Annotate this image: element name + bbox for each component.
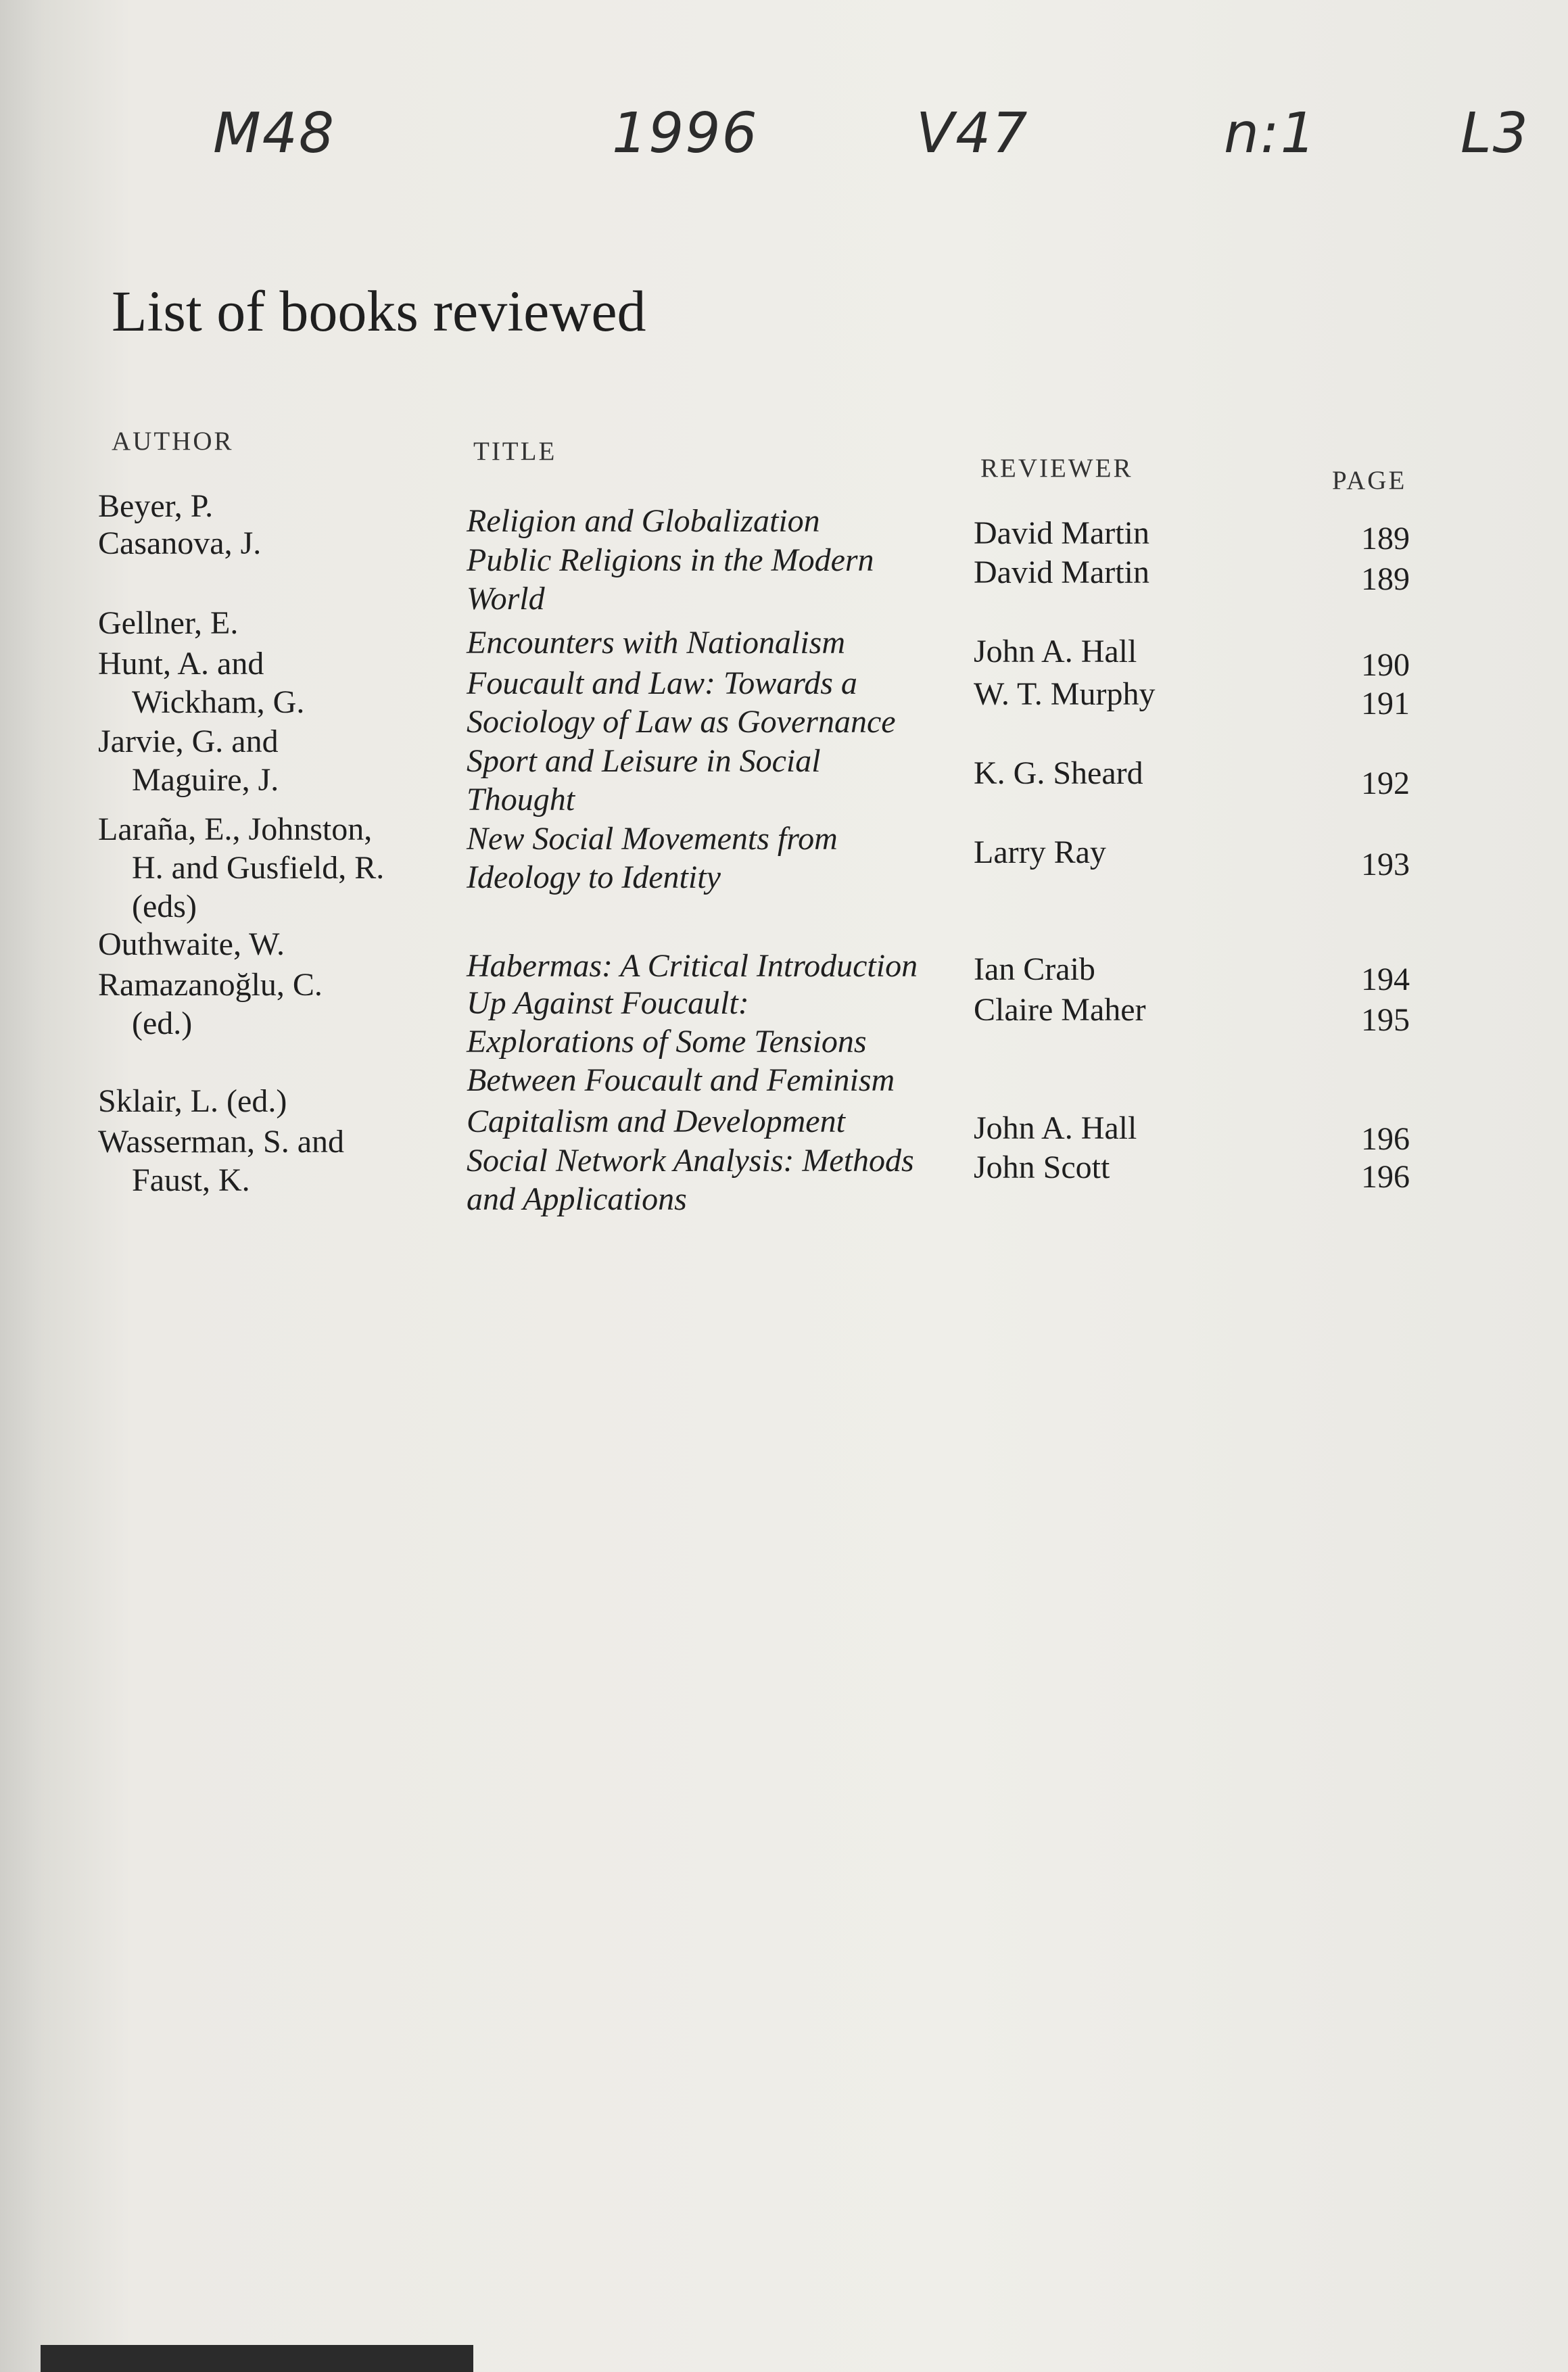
reviewer-cell: Ian Craib — [974, 951, 1095, 987]
title-line: Religion and Globalization — [467, 503, 820, 539]
title-line: Habermas: A Critical Introduction — [467, 948, 918, 984]
page-title: List of books reviewed — [112, 279, 646, 343]
title-line: and Applications — [467, 1181, 687, 1217]
page-number-cell: 196 — [1361, 1121, 1410, 1157]
title-cell — [467, 984, 895, 1099]
author-cell — [98, 487, 213, 525]
title-line: Thought — [467, 782, 575, 817]
author-line: H. and Gusfield, R. — [132, 850, 385, 886]
title-line: Foucault and Law: Towards a — [467, 665, 857, 701]
author-cell — [98, 966, 323, 1043]
column-header-page: PAGE — [1332, 466, 1407, 495]
title-line: New Social Movements from — [467, 821, 838, 857]
column-header-author: AUTHOR — [112, 427, 234, 456]
handwritten-annotation: L3 — [1460, 101, 1529, 166]
author-line: Faust, K. — [132, 1162, 250, 1198]
handwritten-annotation: M48 — [213, 101, 336, 166]
author-cell — [98, 524, 261, 563]
reviewer-cell: K. G. Sheard — [974, 755, 1143, 791]
reviewer-cell: W. T. Murphy — [974, 676, 1156, 712]
reviewer-cell: Larry Ray — [974, 834, 1106, 870]
reviewer-cell: John A. Hall — [974, 634, 1137, 669]
author-cell — [98, 644, 304, 721]
handwritten-annotation: V47 — [916, 101, 1029, 166]
author-line: (ed.) — [132, 1005, 193, 1041]
author-cell — [98, 1122, 344, 1200]
author-line: Hunt, A. and — [98, 646, 264, 682]
title-cell — [467, 947, 918, 985]
author-line: Wasserman, S. and — [98, 1124, 345, 1160]
author-line: Gellner, E. — [98, 605, 239, 641]
author-cell — [98, 604, 238, 642]
page-number-cell: 189 — [1361, 561, 1410, 597]
title-line: Capitalism and Development — [467, 1104, 845, 1139]
author-line: Outhwaite, W. — [98, 926, 285, 962]
title-line: Sport and Leisure in Social — [467, 743, 821, 779]
author-line: Sklair, L. (ed.) — [98, 1083, 287, 1119]
author-line: Casanova, J. — [98, 525, 262, 561]
page-number-cell: 192 — [1361, 765, 1410, 801]
author-line: Beyer, P. — [98, 488, 214, 524]
title-line: Up Against Foucault: — [467, 985, 749, 1021]
title-cell — [467, 1141, 914, 1218]
title-cell — [467, 664, 896, 741]
author-line: Laraña, E., Johnston, — [98, 811, 373, 847]
title-cell — [467, 1102, 845, 1141]
reviewer-cell: John A. Hall — [974, 1110, 1137, 1146]
title-cell — [467, 541, 874, 618]
title-cell — [467, 623, 845, 662]
title-line: Public Religions in the Modern — [467, 542, 874, 578]
title-line: Explorations of Some Tensions — [467, 1024, 867, 1060]
author-line: Ramazanoğlu, C. — [98, 967, 323, 1003]
page-number-cell: 189 — [1361, 521, 1410, 556]
column-header-title: TITLE — [473, 437, 557, 466]
title-line: Sociology of Law as Governance — [467, 704, 896, 740]
author-cell — [98, 925, 285, 964]
page-bottom-edge — [41, 2345, 473, 2372]
page-number-cell: 195 — [1361, 1002, 1410, 1038]
page-number-cell: 193 — [1361, 847, 1410, 882]
author-cell — [98, 1082, 287, 1120]
title-cell — [467, 742, 821, 819]
title-line: Encounters with Nationalism — [467, 625, 846, 661]
reviewer-cell: David Martin — [974, 515, 1149, 551]
author-line: Maguire, J. — [132, 762, 279, 798]
page-number-cell: 196 — [1361, 1159, 1410, 1195]
title-line: Between Foucault and Feminism — [467, 1062, 895, 1098]
title-line: Ideology to Identity — [467, 859, 721, 895]
page-number-cell: 194 — [1361, 962, 1410, 997]
author-cell — [98, 810, 384, 926]
page-number-cell: 191 — [1361, 686, 1410, 721]
handwritten-annotation: n:1 — [1224, 101, 1317, 166]
author-cell — [98, 722, 279, 799]
title-line: World — [467, 581, 545, 617]
page-number-cell: 190 — [1361, 647, 1410, 683]
reviewer-cell: Claire Maher — [974, 992, 1146, 1028]
author-line: Wickham, G. — [132, 684, 305, 720]
author-line: (eds) — [132, 888, 197, 924]
reviewer-cell: David Martin — [974, 554, 1149, 590]
reviewer-cell: John Scott — [974, 1149, 1110, 1185]
handwritten-annotation: 1996 — [612, 101, 759, 166]
title-cell — [467, 820, 838, 897]
author-line: Jarvie, G. and — [98, 724, 279, 759]
column-header-reviewer: REVIEWER — [980, 454, 1133, 483]
title-line: Social Network Analysis: Methods — [467, 1143, 914, 1179]
title-cell — [467, 502, 820, 540]
